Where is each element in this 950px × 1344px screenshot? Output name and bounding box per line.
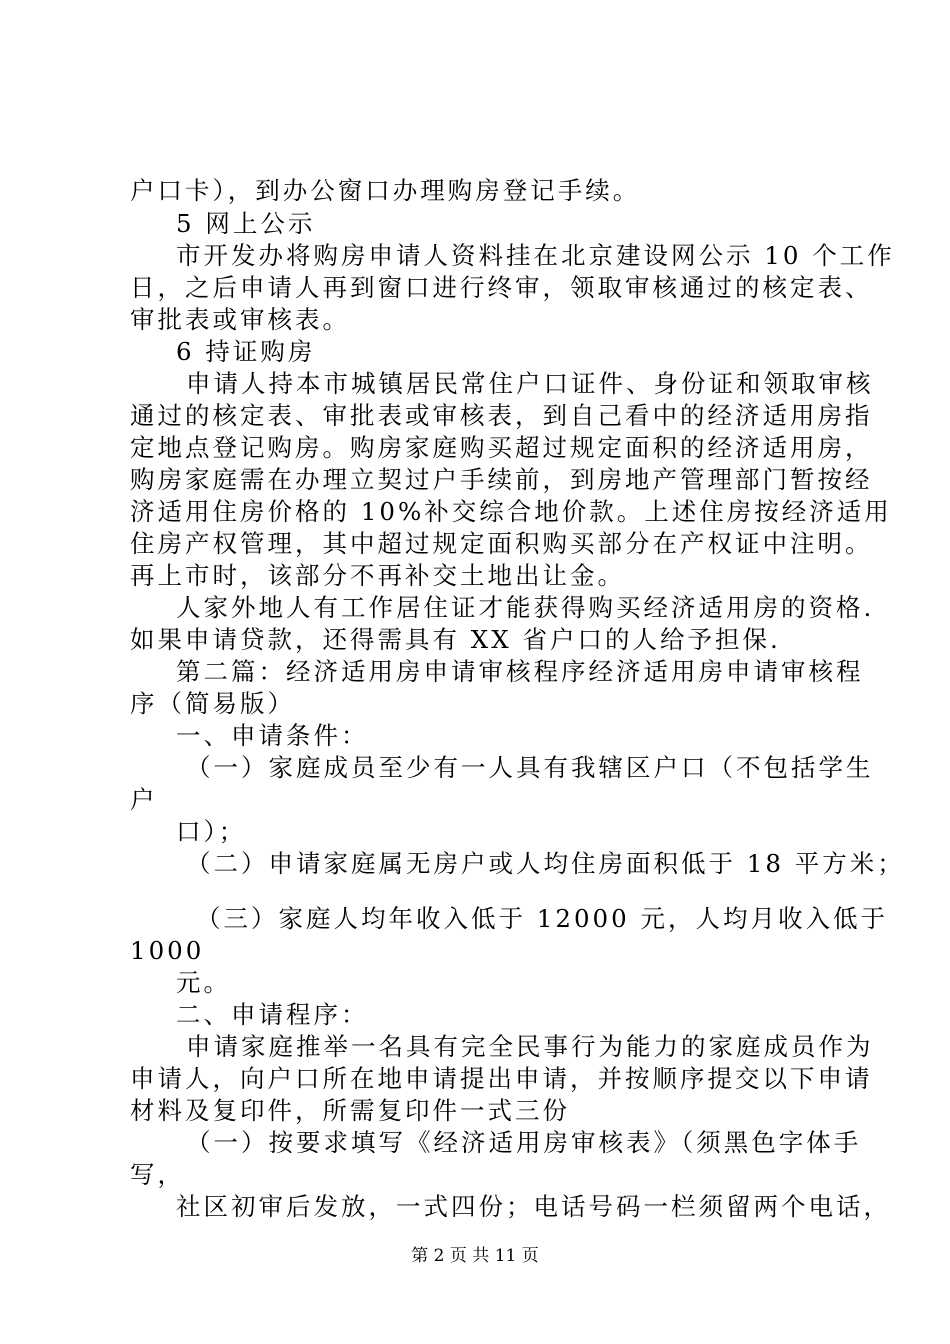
text-line: （二）申请家庭属无房户或人均住房面积低于 18 平方米； xyxy=(186,849,905,878)
text-line: 申请家庭推举一名具有完全民事行为能力的家庭成员作为 xyxy=(186,1032,874,1061)
text-line: 申请人持本市城镇居民常住户口证件、身份证和领取审核 xyxy=(186,369,874,398)
text-line: 社区初审后发放，一式四份；电话号码一栏须留两个电话， xyxy=(176,1192,891,1221)
text-line: 审批表或审核表。 xyxy=(130,305,350,334)
section-heading: 一、申请条件： xyxy=(176,721,369,750)
text-line: 材料及复印件，所需复印件一式三份 xyxy=(130,1096,570,1125)
text-line: 1000 xyxy=(130,936,205,965)
text-line: 申请人，向户口所在地申请提出申请，并按顺序提交以下申请 xyxy=(130,1064,873,1093)
page-footer: 第 2 页 共 11 页 xyxy=(411,1246,539,1266)
text-line: 户 xyxy=(130,785,158,814)
text-line: 通过的核定表、审批表或审核表，到自己看中的经济适用房指 xyxy=(130,401,873,430)
text-line: 如果申请贷款，还得需具有 XX 省户口的人给予担保. xyxy=(130,625,781,654)
text-line: 购房家庭需在办理立契过户手续前，到房地产管理部门暂按经 xyxy=(130,465,873,494)
text-line: 户口卡），到办公窗口办理购房登记手续。 xyxy=(130,176,641,205)
section-heading: 二、申请程序： xyxy=(176,1000,369,1029)
text-line: 写， xyxy=(130,1160,185,1189)
text-line: 市开发办将购房申请人资料挂在北京建设网公示 10 个工作 xyxy=(176,241,895,270)
section-heading: 6 持证购房 xyxy=(176,337,316,366)
text-line: 人家外地人有工作居住证才能获得购买经济适用房的资格. xyxy=(176,593,875,622)
section-heading: 第二篇：经济适用房申请审核程序经济适用房申请审核程 xyxy=(176,657,864,686)
text-line: 定地点登记购房。购房家庭购买超过规定面积的经济适用房， xyxy=(130,433,873,462)
text-line: 日，之后申请人再到窗口进行终审，领取审核通过的核定表、 xyxy=(130,273,873,302)
text-line: （三）家庭人均年收入低于 12000 元，人均月收入低于 xyxy=(196,904,889,933)
text-line: 口）； xyxy=(176,817,247,846)
text-line: 再上市时，该部分不再补交土地出让金。 xyxy=(130,561,625,590)
text-line: 济适用住房价格的 10%补交综合地价款。上述住房按经济适用 xyxy=(130,497,892,526)
text-line: 元。 xyxy=(176,968,231,997)
section-heading: 5 网上公示 xyxy=(176,209,316,238)
text-line: 住房产权管理，其中超过规定面积购买部分在产权证中注明。 xyxy=(130,529,873,558)
text-line: （一）家庭成员至少有一人具有我辖区户口（不包括学生 xyxy=(186,753,874,782)
text-line: 序（简易版） xyxy=(130,689,295,718)
text-line: （一）按要求填写《经济适用房审核表》（须黑色字体手 xyxy=(186,1128,862,1157)
